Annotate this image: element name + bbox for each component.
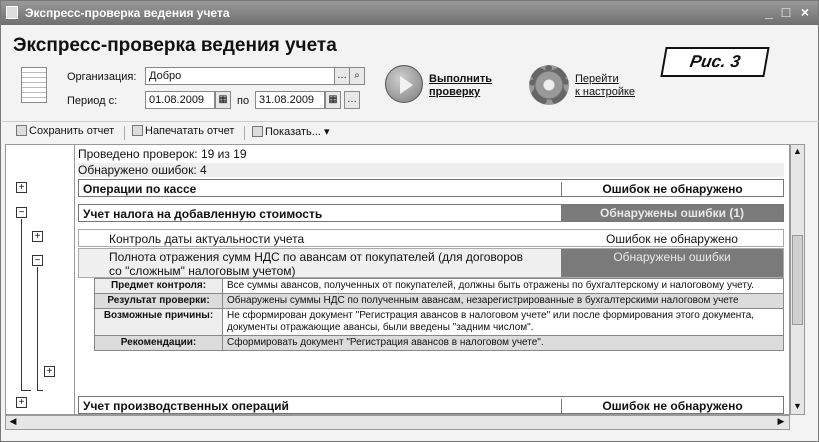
scroll-up-icon[interactable]: ▲ — [793, 146, 802, 156]
status-ok: Ошибок не обнаружено — [606, 232, 738, 246]
detail-key: Рекомендации: — [95, 336, 223, 351]
close-icon[interactable]: × — [800, 4, 810, 20]
section-label: Операции по кассе — [83, 182, 197, 196]
subrow-label-line1: Полнота отражения сумм НДС по авансам от покупателей (для договоров — [109, 250, 524, 264]
run-check-link[interactable] — [429, 73, 492, 99]
scroll-thumb[interactable] — [792, 235, 803, 325]
show-label: Показать... — [265, 126, 321, 138]
print-report-label: Напечатать отчет — [145, 125, 235, 137]
detail-key: Результат проверки: — [95, 294, 223, 309]
report-area — [5, 144, 790, 415]
detail-value: Обнаружены суммы НДС по полученным авансам, незарегистрированные в бухгалтерскими налоговом учете — [223, 294, 784, 309]
print-icon — [132, 125, 143, 136]
save-icon — [16, 125, 27, 136]
document-icon — [6, 6, 18, 19]
dropdown-arrow-icon: ▾ — [324, 126, 330, 138]
section-row-vat[interactable] — [78, 204, 784, 222]
expand-production-icon[interactable]: + — [16, 397, 27, 408]
status-ok: Ошибок не обнаружено — [561, 399, 783, 413]
date-to-field[interactable]: 31.08.2009 — [255, 91, 325, 109]
period-select-button[interactable]: … — [344, 91, 360, 109]
detail-value: Все суммы авансов, полученных от покупателей, должны быть отражены по бухгалтерскому и налоговому учету. — [223, 279, 784, 294]
section-label: Учет производственных операций — [83, 399, 289, 413]
save-report-button[interactable] — [16, 125, 114, 137]
title-bar[interactable] — [1, 1, 818, 25]
report-icon — [21, 67, 47, 103]
detail-row — [95, 336, 784, 351]
section-row-cash[interactable] — [78, 179, 784, 197]
save-report-label: Сохранить отчет — [29, 125, 115, 137]
settings-line2: к настройке — [575, 86, 636, 98]
select-org-button[interactable]: … — [334, 67, 350, 85]
detail-key: Предмет контроля: — [95, 279, 223, 294]
detail-value: Сформировать документ "Регистрация авансов в налоговом учете". — [223, 336, 784, 351]
section-label: Учет налога на добавленную стоимость — [83, 207, 323, 221]
window-title: Экспресс-проверка ведения учета — [25, 6, 230, 20]
vertical-scrollbar[interactable] — [790, 144, 805, 415]
scroll-right-icon[interactable]: ▶ — [777, 416, 785, 426]
toolbar-divider — [124, 126, 125, 140]
subrow-vat-date[interactable] — [78, 229, 784, 247]
figure-label: Рис. 3 — [660, 47, 769, 77]
collapse-vat-adv-icon[interactable]: − — [32, 255, 43, 266]
tree-line — [37, 267, 38, 390]
period-label: Период с: — [67, 95, 118, 107]
gear-icon[interactable] — [529, 65, 569, 105]
date-from-field[interactable]: 01.08.2009 — [145, 91, 215, 109]
scroll-down-icon[interactable]: ▼ — [793, 401, 802, 411]
settings-line1: Перейти — [575, 73, 619, 85]
subrow-vat-advances[interactable] — [78, 248, 784, 278]
detail-row — [95, 294, 784, 309]
show-icon — [252, 126, 263, 137]
expand-cash-icon[interactable]: + — [16, 182, 27, 193]
calendar-from-icon[interactable]: ▦ — [215, 91, 231, 109]
toolbar-divider — [244, 126, 245, 140]
run-check-icon[interactable] — [385, 65, 423, 103]
scroll-left-icon[interactable]: ◀ — [9, 416, 17, 426]
details-table — [94, 278, 784, 351]
section-row-production[interactable] — [78, 396, 784, 414]
subrow-label — [109, 250, 523, 278]
detail-value: Не сформирован документ "Регистрация авансов в налоговом учете" или после формирования этого документа, документы отражающие авансы, были введены "задним числом". — [223, 309, 784, 336]
org-field[interactable]: Добро — [145, 67, 335, 85]
print-report-button[interactable] — [132, 125, 234, 137]
status-error-badge: Обнаружены ошибки — [561, 249, 783, 277]
collapse-vat-icon[interactable]: − — [16, 207, 27, 218]
calendar-to-icon[interactable]: ▦ — [325, 91, 341, 109]
show-button[interactable] — [252, 125, 330, 138]
tree-column — [6, 145, 75, 415]
maximize-icon[interactable]: □ — [781, 4, 791, 20]
org-label: Организация: — [67, 71, 137, 83]
expand-vat-date-icon[interactable]: + — [32, 231, 43, 242]
horizontal-scrollbar[interactable] — [5, 415, 790, 430]
checks-count: Проведено проверок: 19 из 19 — [78, 147, 247, 161]
expand-details-icon[interactable]: + — [44, 366, 55, 377]
status-error-badge: Обнаружены ошибки (1) — [561, 205, 783, 221]
minimize-icon[interactable]: _ — [765, 4, 773, 20]
status-ok: Ошибок не обнаружено — [561, 182, 783, 196]
play-icon — [400, 76, 413, 94]
run-line1: Выполнить — [429, 73, 492, 85]
toolbar — [2, 121, 819, 143]
detail-key: Возможные причины: — [95, 309, 223, 336]
page-title: Экспресс-проверка ведения учета — [13, 35, 337, 56]
run-line2: проверку — [429, 86, 481, 98]
tree-line — [21, 390, 31, 391]
errors-count: Обнаружено ошибок: 4 — [78, 163, 784, 177]
subrow-label: Контроль даты актуальности учета — [109, 232, 305, 246]
detail-row — [95, 279, 784, 294]
to-label: по — [237, 95, 250, 107]
subrow-label-line2: со "сложным" налоговым учетом) — [109, 264, 296, 278]
detail-row — [95, 309, 784, 336]
tree-line — [37, 390, 43, 391]
settings-link[interactable] — [575, 73, 635, 99]
tree-line — [21, 219, 22, 391]
search-org-icon[interactable]: ⌕ — [349, 67, 365, 85]
